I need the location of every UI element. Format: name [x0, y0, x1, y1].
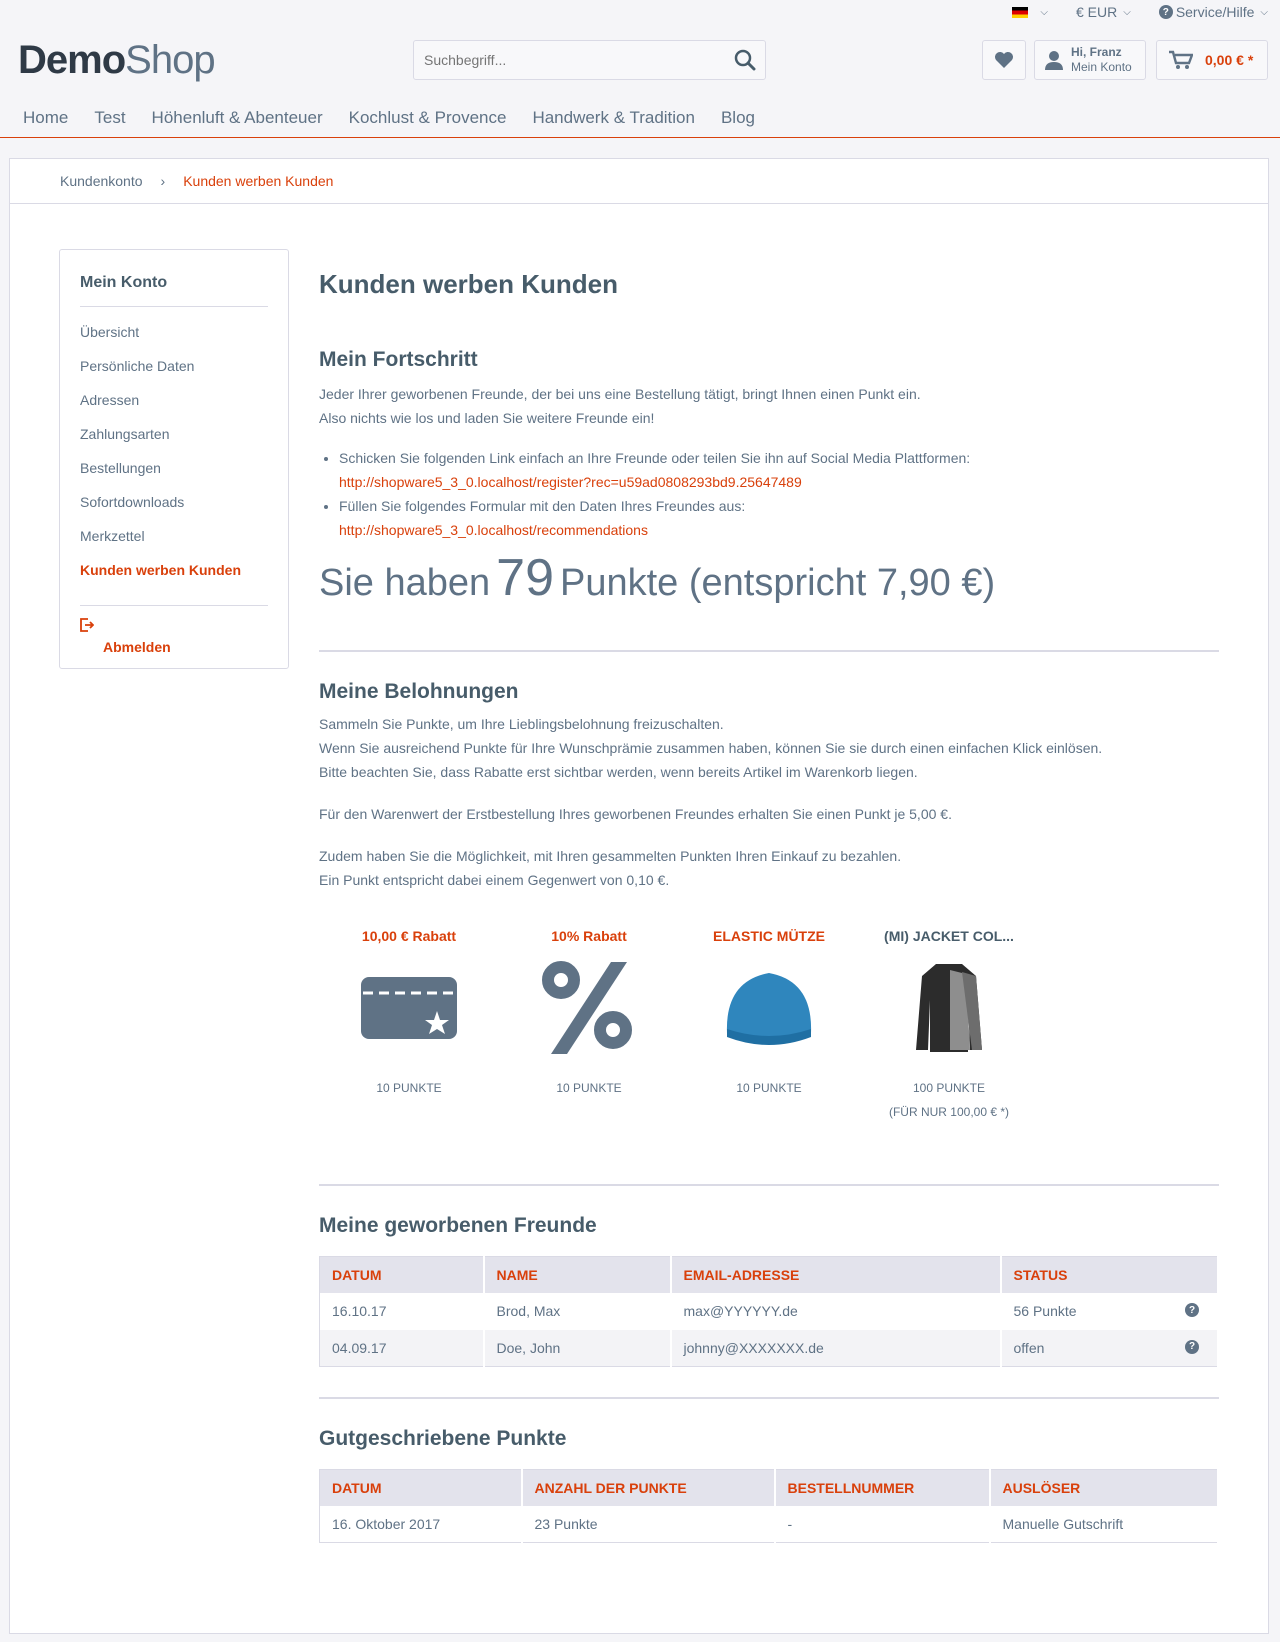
sidebar-item-kunden-werben-kunden[interactable]: Kunden werben Kunden: [80, 562, 241, 578]
jacket-icon: [914, 960, 984, 1056]
percent-icon: [541, 960, 637, 1056]
friend-status: 56 Punkte: [1013, 1303, 1077, 1319]
nav-item-kochlust[interactable]: Kochlust & Provence: [348, 108, 507, 127]
main-navigation: [10, 100, 768, 136]
friend-status-cell: [1001, 1330, 1219, 1367]
friend-status-cell: [1001, 1293, 1219, 1330]
currency-switcher[interactable]: [1076, 4, 1131, 20]
main-content: [319, 249, 1219, 1543]
credit-date: 16. Oktober 2017: [320, 1506, 522, 1543]
user-icon: [1045, 50, 1063, 70]
chevron-down-icon: ⌵: [1260, 6, 1268, 18]
sidebar-title: Mein Konto: [80, 250, 268, 307]
points-value: 79: [496, 549, 554, 607]
reward-points: 100 PUNKTE: [912, 1081, 986, 1095]
service-menu[interactable]: [1159, 4, 1268, 20]
reward-price: (FÜR NUR 100,00 € *): [888, 1105, 1010, 1119]
reward-item[interactable]: [499, 928, 679, 1124]
search-bar: [413, 40, 766, 80]
rewards-text-2: Wenn Sie ausreichend Punkte für Ihre Wunschprämie zusammen haben, können Sie sie durch einen einfachen Klick einlösen.: [319, 740, 1103, 756]
reward-item[interactable]: [679, 928, 859, 1124]
chevron-right-icon: ›: [160, 173, 166, 189]
shop-logo[interactable]: [18, 38, 215, 83]
section-divider: [319, 1184, 1219, 1186]
logo-bold: Demo: [18, 38, 126, 82]
credit-trigger: Manuelle Gutschrift: [990, 1506, 1219, 1543]
account-sidebar: [59, 249, 289, 669]
column-header: EMAIL-ADRESSE: [671, 1257, 1001, 1293]
reward-item[interactable]: [319, 928, 499, 1124]
german-flag-icon: [1012, 7, 1028, 18]
friend-status: offen: [1013, 1339, 1045, 1356]
nav-item-hoehenluft[interactable]: Höhenluft & Abenteuer: [151, 108, 323, 127]
friends-table: [319, 1256, 1219, 1367]
credited-table: [319, 1469, 1219, 1543]
breadcrumb: [10, 159, 1268, 204]
column-header: BESTELLNUMMER: [775, 1470, 990, 1506]
friend-date: 04.09.17: [320, 1330, 484, 1367]
sidebar-item-uebersicht[interactable]: Übersicht: [80, 324, 140, 340]
sidebar-item-bestellungen[interactable]: Bestellungen: [80, 460, 161, 476]
question-icon[interactable]: ?: [1185, 1303, 1199, 1317]
progress-heading: Mein Fortschritt: [319, 348, 478, 371]
referral-form-text: Füllen Sie folgendes Formular mit den Daten Ihres Freundes aus:: [339, 498, 746, 514]
column-header: STATUS: [1001, 1257, 1219, 1293]
credit-points: 23 Punkte: [522, 1506, 775, 1543]
list-item: [339, 494, 1219, 542]
question-icon[interactable]: ?: [1185, 1340, 1199, 1354]
nav-item-handwerk[interactable]: Handwerk & Tradition: [532, 108, 695, 127]
nav-item-home[interactable]: Home: [23, 108, 69, 127]
friend-name: Doe, John: [484, 1330, 671, 1367]
beanie-hat-icon: [719, 963, 819, 1053]
column-header: AUSLÖSER: [990, 1470, 1219, 1506]
progress-text-2: Also nichts wie los und laden Sie weitere Freunde ein!: [319, 410, 655, 426]
cart-button[interactable]: [1156, 40, 1268, 80]
reward-name: (MI) JACKET COL...: [884, 928, 1014, 944]
page-title: Kunden werben Kunden: [319, 269, 618, 299]
column-header: NAME: [484, 1257, 671, 1293]
service-label: Service/Hilfe: [1175, 4, 1255, 20]
logo-light: Shop: [125, 38, 215, 82]
logout-icon: [80, 618, 94, 632]
rewards-text-3: Bitte beachten Sie, dass Rabatte erst sichtbar werden, wenn bereits Artikel im Warenkorb liegen.: [319, 764, 918, 780]
nav-item-test[interactable]: Test: [94, 108, 126, 127]
breadcrumb-current[interactable]: Kunden werben Kunden: [183, 173, 334, 189]
friends-heading: Meine geworbenen Freunde: [319, 1214, 597, 1237]
table-row: [320, 1506, 1219, 1543]
friend-date: 16.10.17: [320, 1293, 484, 1330]
rewards-heading: Meine Belohnungen: [319, 680, 519, 703]
rewards-text-5: Zudem haben Sie die Möglichkeit, mit Ihren gesammelten Punkten Ihren Einkauf zu bezahlen.: [319, 848, 902, 864]
friend-name: Brod, Max: [484, 1293, 671, 1330]
reward-name: ELASTIC MÜTZE: [713, 928, 825, 944]
chevron-down-icon: ⌵: [1123, 6, 1131, 18]
reward-name: 10% Rabatt: [551, 928, 627, 944]
breadcrumb-kundenkonto[interactable]: Kundenkonto: [60, 173, 143, 189]
language-switcher[interactable]: [1012, 7, 1048, 18]
friend-email: johnny@XXXXXXX.de: [671, 1330, 1001, 1367]
cart-icon: [1169, 50, 1193, 70]
chevron-down-icon: ⌵: [1040, 6, 1048, 18]
credited-heading: Gutgeschriebene Punkte: [319, 1427, 567, 1450]
reward-points: 10 PUNKTE: [376, 1081, 442, 1095]
nav-item-blog[interactable]: Blog: [720, 108, 755, 127]
content-panel: [9, 158, 1269, 1634]
list-item: [339, 446, 1219, 494]
referral-options: [339, 446, 1219, 542]
points-summary: [319, 548, 1219, 608]
search-input[interactable]: [414, 52, 725, 68]
recommendation-form-link[interactable]: http://shopware5_3_0.localhost/recommendations: [339, 522, 648, 538]
heart-icon: [994, 51, 1014, 69]
top-bar: [1012, 0, 1280, 24]
account-label: Mein Konto: [1071, 60, 1132, 74]
friend-email: max@YYYYYY.de: [671, 1293, 1001, 1330]
account-greeting: Hi, Franz: [1071, 45, 1122, 59]
search-button[interactable]: [725, 41, 765, 79]
reward-item[interactable]: [859, 928, 1039, 1124]
logout-section: [80, 606, 268, 655]
referral-link-text: Schicken Sie folgenden Link einfach an Ihre Freunde oder teilen Sie ihn auf Social Media Plattformen:: [339, 450, 971, 466]
logout-link[interactable]: Abmelden: [103, 639, 171, 655]
sidebar-item-sofortdownloads[interactable]: Sofortdownloads: [80, 494, 185, 510]
referral-link[interactable]: http://shopware5_3_0.localhost/register?rec=u59ad0808293bd9.25647489: [339, 474, 802, 490]
question-icon: ?: [1159, 5, 1173, 19]
table-row: [320, 1293, 1219, 1330]
sidebar-item-zahlungsarten[interactable]: Zahlungsarten: [80, 426, 170, 442]
table-row: [320, 1330, 1219, 1367]
reward-points: 10 PUNKTE: [736, 1081, 802, 1095]
sidebar-item-persoenliche-daten[interactable]: Persönliche Daten: [80, 358, 195, 374]
reward-name: 10,00 € Rabatt: [361, 928, 457, 944]
credit-order-number: -: [775, 1506, 990, 1543]
progress-text-1: Jeder Ihrer geworbenen Freunde, der bei uns eine Bestellung tätigt, bringt Ihnen einen Punkt ein.: [319, 386, 921, 402]
wishlist-button[interactable]: [982, 40, 1026, 80]
cart-amount: 0,00 € *: [1205, 52, 1254, 68]
search-icon: [734, 49, 756, 71]
column-header: DATUM: [320, 1470, 522, 1506]
sidebar-item-adressen[interactable]: Adressen: [80, 392, 140, 408]
voucher-card-icon: [359, 975, 459, 1041]
section-divider: [319, 1397, 1219, 1399]
currency-label: € EUR: [1075, 4, 1118, 20]
reward-points: 10 PUNKTE: [556, 1081, 622, 1095]
section-divider: [319, 650, 1219, 652]
column-header: ANZAHL DER PUNKTE: [522, 1470, 775, 1506]
account-button[interactable]: [1034, 40, 1146, 80]
sidebar-menu: [80, 307, 268, 606]
points-suffix: Punkte (entspricht 7,90 €): [560, 562, 996, 604]
reward-list: [319, 928, 1219, 1124]
sidebar-item-merkzettel[interactable]: Merkzettel: [80, 528, 145, 544]
column-header: DATUM: [320, 1257, 484, 1293]
rewards-text-6: Ein Punkt entspricht dabei einem Gegenwert von 0,10 €.: [319, 872, 670, 888]
rewards-text-1: Sammeln Sie Punkte, um Ihre Lieblingsbelohnung freizuschalten.: [319, 716, 724, 732]
site-header: [0, 0, 1280, 138]
rewards-text-4: Für den Warenwert der Erstbestellung Ihres geworbenen Freundes erhalten Sie einen Punkt je 5,00 €.: [319, 806, 952, 822]
points-prefix: Sie haben: [319, 562, 491, 604]
